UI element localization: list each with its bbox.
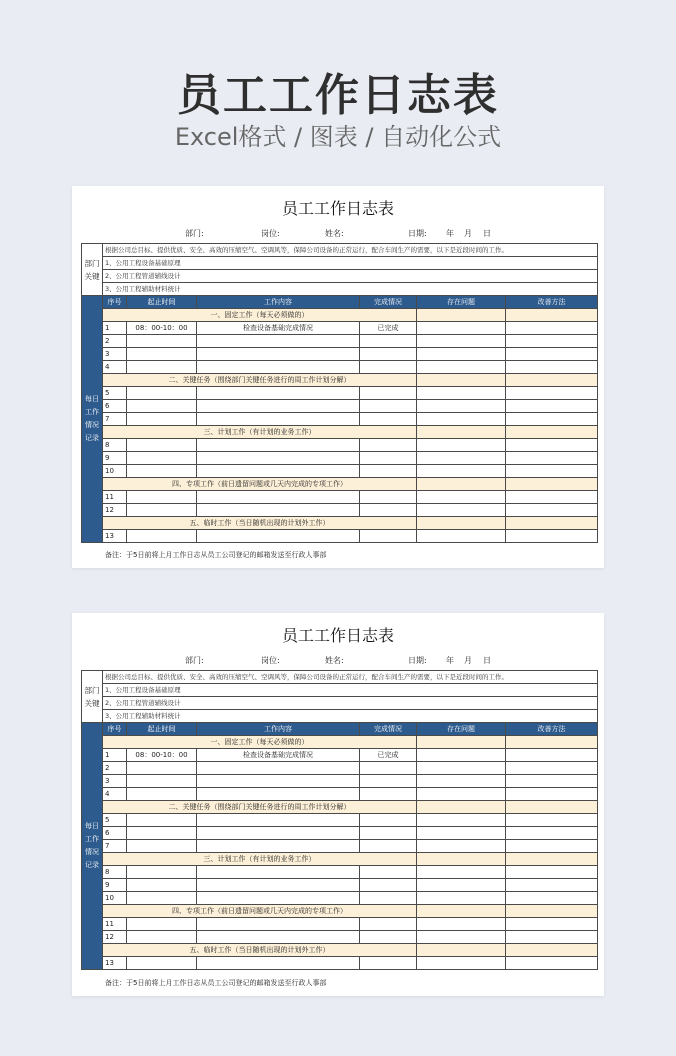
section-cell-fix: [506, 853, 598, 866]
key-line: 根据公司总目标、提供优质、安全、高效的压缩空气、空调风等，保障公司设备的正常运行，配合车间生产的需要，以下是近段时间的工作。: [103, 671, 598, 684]
row-number: 6: [103, 827, 127, 840]
time-cell[interactable]: [127, 775, 197, 788]
content-cell[interactable]: [197, 413, 360, 426]
status-cell[interactable]: [360, 504, 417, 517]
col-content-header: 工作内容: [197, 296, 360, 309]
status-cell[interactable]: [360, 788, 417, 801]
section-cell-fix: [506, 736, 598, 749]
time-cell[interactable]: [127, 762, 197, 775]
time-cell[interactable]: [127, 957, 197, 970]
content-cell[interactable]: [197, 361, 360, 374]
time-cell[interactable]: [127, 361, 197, 374]
key-line: 1、公用工程设备基础原理: [103, 257, 598, 270]
status-cell[interactable]: [360, 348, 417, 361]
section-cell-fix: [506, 905, 598, 918]
table-row: [82, 866, 598, 879]
issue-cell[interactable]: [417, 749, 506, 762]
key-line: 3、公用工程辅助材料统计: [103, 283, 598, 296]
section-row: [82, 905, 598, 918]
content-cell[interactable]: [197, 335, 360, 348]
status-cell[interactable]: [360, 762, 417, 775]
section-title: 二、关键任务（围绕部门关键任务进行的周工作计划分解）: [103, 801, 417, 814]
time-cell[interactable]: [127, 530, 197, 543]
section-cell-issue: [417, 905, 506, 918]
section-row: [82, 309, 598, 322]
status-cell[interactable]: [360, 827, 417, 840]
issue-cell[interactable]: [417, 814, 506, 827]
fix-cell[interactable]: [506, 504, 598, 517]
section-row: [82, 517, 598, 530]
table-row: [82, 957, 598, 970]
time-cell[interactable]: [127, 788, 197, 801]
status-cell[interactable]: 已完成: [360, 322, 417, 335]
table-row: [82, 348, 598, 361]
table-row: [82, 840, 598, 853]
key-row: [82, 244, 598, 257]
header-row: [82, 296, 598, 309]
time-cell[interactable]: [127, 931, 197, 944]
fix-cell[interactable]: [506, 413, 598, 426]
issue-cell[interactable]: [417, 775, 506, 788]
key-line: 根据公司总目标、提供优质、安全、高效的压缩空气、空调风等，保障公司设备的正常运行，配合车间生产的需要，以下是近段时间的工作。: [103, 244, 598, 257]
table-row: [82, 322, 598, 335]
section-cell-issue: [417, 801, 506, 814]
table-row: [82, 814, 598, 827]
fix-cell[interactable]: [506, 788, 598, 801]
daily-record-label: 每日工作情况记录: [82, 296, 103, 543]
row-number: 6: [103, 400, 127, 413]
fix-cell[interactable]: [506, 465, 598, 478]
time-cell[interactable]: [127, 814, 197, 827]
time-cell[interactable]: [127, 400, 197, 413]
key-row: [82, 283, 598, 296]
row-number: 2: [103, 335, 127, 348]
fix-cell[interactable]: [506, 814, 598, 827]
fix-cell[interactable]: [506, 931, 598, 944]
issue-cell[interactable]: [417, 504, 506, 517]
content-cell[interactable]: [197, 879, 360, 892]
content-cell[interactable]: [197, 452, 360, 465]
section-cell-fix: [506, 801, 598, 814]
key-row: [82, 257, 598, 270]
col-status-header: 完成情况: [360, 296, 417, 309]
section-row: [82, 374, 598, 387]
key-row: [82, 710, 598, 723]
meta-date-label: 日期:: [408, 656, 427, 665]
key-line: 2、公用工程管道辅线设计: [103, 697, 598, 710]
section-title: 四、专项工作（前日遗留问题或几天内完成的专项工作）: [103, 478, 417, 491]
status-cell[interactable]: [360, 866, 417, 879]
time-cell[interactable]: [127, 387, 197, 400]
status-cell[interactable]: [360, 775, 417, 788]
fix-cell[interactable]: [506, 335, 598, 348]
section-title: 五、临时工作（当日随机出现的计划外工作）: [103, 944, 417, 957]
row-number: 8: [103, 439, 127, 452]
col-fix-header: 改善方法: [506, 723, 598, 736]
status-cell[interactable]: [360, 452, 417, 465]
row-number: 11: [103, 491, 127, 504]
content-cell[interactable]: [197, 814, 360, 827]
status-cell[interactable]: [360, 361, 417, 374]
key-label: 部门关键: [82, 671, 103, 723]
status-cell[interactable]: 已完成: [360, 749, 417, 762]
time-cell[interactable]: [127, 452, 197, 465]
col-no-header: 序号: [103, 296, 127, 309]
issue-cell[interactable]: [417, 840, 506, 853]
table-row: [82, 931, 598, 944]
key-row: [82, 684, 598, 697]
issue-cell[interactable]: [417, 918, 506, 931]
status-cell[interactable]: [360, 892, 417, 905]
issue-cell[interactable]: [417, 788, 506, 801]
section-row: [82, 801, 598, 814]
meta-month-label: 月: [464, 656, 472, 665]
issue-cell[interactable]: [417, 931, 506, 944]
content-cell[interactable]: [197, 957, 360, 970]
key-line: 2、公用工程管道辅线设计: [103, 270, 598, 283]
meta-post-label: 岗位:: [261, 656, 280, 665]
issue-cell[interactable]: [417, 348, 506, 361]
section-title: 五、临时工作（当日随机出现的计划外工作）: [103, 517, 417, 530]
table-row: [82, 361, 598, 374]
fix-cell[interactable]: [506, 387, 598, 400]
row-number: 12: [103, 931, 127, 944]
section-cell-issue: [417, 944, 506, 957]
section-cell-fix: [506, 517, 598, 530]
meta-month-label: 月: [464, 229, 472, 238]
footnote: 备注：于5日前将上月工作日志从员工公司登记的邮箱发送至行政人事部: [105, 979, 327, 987]
fix-cell[interactable]: [506, 957, 598, 970]
section-cell-fix: [506, 309, 598, 322]
content-cell[interactable]: [197, 918, 360, 931]
section-cell-issue: [417, 374, 506, 387]
issue-cell[interactable]: [417, 866, 506, 879]
issue-cell[interactable]: [417, 530, 506, 543]
issue-cell[interactable]: [417, 762, 506, 775]
table-row: [82, 439, 598, 452]
col-fix-header: 改善方法: [506, 296, 598, 309]
section-cell-issue: [417, 309, 506, 322]
status-cell[interactable]: [360, 879, 417, 892]
section-cell-issue: [417, 478, 506, 491]
meta-date-label: 日期:: [408, 229, 427, 238]
time-cell[interactable]: [127, 335, 197, 348]
content-cell[interactable]: [197, 892, 360, 905]
content-cell[interactable]: [197, 931, 360, 944]
status-cell[interactable]: [360, 387, 417, 400]
time-cell[interactable]: [127, 413, 197, 426]
time-cell[interactable]: [127, 348, 197, 361]
footnote: 备注：于5日前将上月工作日志从员工公司登记的邮箱发送至行政人事部: [105, 551, 327, 559]
time-cell[interactable]: [127, 840, 197, 853]
key-row: [82, 697, 598, 710]
issue-cell[interactable]: [417, 413, 506, 426]
status-cell[interactable]: [360, 957, 417, 970]
status-cell[interactable]: [360, 465, 417, 478]
time-cell[interactable]: [127, 866, 197, 879]
row-number: 5: [103, 814, 127, 827]
issue-cell[interactable]: [417, 361, 506, 374]
fix-cell[interactable]: [506, 866, 598, 879]
fix-cell[interactable]: [506, 400, 598, 413]
key-row: [82, 671, 598, 684]
row-number: 9: [103, 452, 127, 465]
status-cell[interactable]: [360, 840, 417, 853]
content-cell[interactable]: [197, 788, 360, 801]
table-row: [82, 775, 598, 788]
row-number: 3: [103, 775, 127, 788]
header-row: [82, 723, 598, 736]
meta-year-label: 年: [446, 229, 454, 238]
status-cell[interactable]: [360, 491, 417, 504]
row-number: 3: [103, 348, 127, 361]
content-cell[interactable]: [197, 465, 360, 478]
fix-cell[interactable]: [506, 775, 598, 788]
section-title: 三、计划工作（有计划的业务工作）: [103, 853, 417, 866]
section-cell-fix: [506, 426, 598, 439]
fix-cell[interactable]: [506, 892, 598, 905]
meta-day-label: 日: [483, 229, 491, 238]
section-cell-issue: [417, 426, 506, 439]
status-cell[interactable]: [360, 439, 417, 452]
fix-cell[interactable]: [506, 530, 598, 543]
content-cell[interactable]: [197, 762, 360, 775]
row-number: 5: [103, 387, 127, 400]
section-title: 一、固定工作（每天必须做的）: [103, 309, 417, 322]
table-row: [82, 530, 598, 543]
status-cell[interactable]: [360, 335, 417, 348]
section-cell-fix: [506, 478, 598, 491]
col-no-header: 序号: [103, 723, 127, 736]
row-number: 9: [103, 879, 127, 892]
hero-title: 员工工作日志表: [177, 70, 499, 121]
table-row: [82, 504, 598, 517]
daily-record-label: 每日工作情况记录: [82, 723, 103, 970]
time-cell[interactable]: [127, 827, 197, 840]
table-row: [82, 413, 598, 426]
key-line: 1、公用工程设备基础原理: [103, 684, 598, 697]
fix-cell[interactable]: [506, 749, 598, 762]
section-title: 四、专项工作（前日遗留问题或几天内完成的专项工作）: [103, 905, 417, 918]
meta-dept-label: 部门:: [185, 229, 204, 238]
sheet-title: 员工工作日志表: [281, 626, 394, 645]
issue-cell[interactable]: [417, 957, 506, 970]
table-row: [82, 452, 598, 465]
time-cell[interactable]: 08：00-10：00: [127, 322, 197, 335]
col-issue-header: 存在问题: [417, 296, 506, 309]
status-cell[interactable]: [360, 931, 417, 944]
section-cell-issue: [417, 853, 506, 866]
content-cell[interactable]: [197, 840, 360, 853]
fix-cell[interactable]: [506, 361, 598, 374]
row-number: 8: [103, 866, 127, 879]
fix-cell[interactable]: [506, 322, 598, 335]
table-row: [82, 892, 598, 905]
table-row: [82, 749, 598, 762]
table-row: [82, 387, 598, 400]
fix-cell[interactable]: [506, 439, 598, 452]
meta-name-label: 姓名:: [325, 656, 344, 665]
section-cell-fix: [506, 374, 598, 387]
row-number: 7: [103, 413, 127, 426]
table-row: [82, 918, 598, 931]
fix-cell[interactable]: [506, 452, 598, 465]
row-number: 2: [103, 762, 127, 775]
content-cell[interactable]: [197, 504, 360, 517]
key-row: [82, 270, 598, 283]
col-time-header: 起止时间: [127, 723, 197, 736]
section-cell-fix: [506, 944, 598, 957]
work-log-table: [81, 243, 598, 543]
hero-subtitle: Excel格式 / 图表 / 自动化公式: [174, 123, 502, 151]
status-cell[interactable]: [360, 413, 417, 426]
time-cell[interactable]: 08：00-10：00: [127, 749, 197, 762]
section-row: [82, 478, 598, 491]
row-number: 12: [103, 504, 127, 517]
row-number: 10: [103, 465, 127, 478]
issue-cell[interactable]: [417, 335, 506, 348]
time-cell[interactable]: [127, 879, 197, 892]
time-cell[interactable]: [127, 465, 197, 478]
table-row: [82, 335, 598, 348]
row-number: 13: [103, 530, 127, 543]
row-number: 4: [103, 788, 127, 801]
row-number: 13: [103, 957, 127, 970]
issue-cell[interactable]: [417, 892, 506, 905]
section-row: [82, 853, 598, 866]
meta-post-label: 岗位:: [261, 229, 280, 238]
row-number: 1: [103, 322, 127, 335]
time-cell[interactable]: [127, 892, 197, 905]
status-cell[interactable]: [360, 530, 417, 543]
col-issue-header: 存在问题: [417, 723, 506, 736]
time-cell[interactable]: [127, 491, 197, 504]
meta-dept-label: 部门:: [185, 656, 204, 665]
section-row: [82, 944, 598, 957]
table-row: [82, 879, 598, 892]
status-cell[interactable]: [360, 918, 417, 931]
content-cell[interactable]: [197, 439, 360, 452]
content-cell[interactable]: [197, 827, 360, 840]
col-time-header: 起止时间: [127, 296, 197, 309]
time-cell[interactable]: [127, 439, 197, 452]
row-number: 4: [103, 361, 127, 374]
table-row: [82, 788, 598, 801]
content-cell[interactable]: 检查设备基础完成情况: [197, 749, 360, 762]
status-cell[interactable]: [360, 400, 417, 413]
fix-cell[interactable]: [506, 879, 598, 892]
status-cell[interactable]: [360, 814, 417, 827]
issue-cell[interactable]: [417, 491, 506, 504]
meta-day-label: 日: [483, 656, 491, 665]
table-row: [82, 465, 598, 478]
issue-cell[interactable]: [417, 322, 506, 335]
content-cell[interactable]: [197, 387, 360, 400]
section-title: 一、固定工作（每天必须做的）: [103, 736, 417, 749]
sheet-preview-1: [72, 186, 604, 568]
fix-cell[interactable]: [506, 918, 598, 931]
content-cell[interactable]: [197, 491, 360, 504]
key-label: 部门关键: [82, 244, 103, 296]
row-number: 10: [103, 892, 127, 905]
key-line: 3、公用工程辅助材料统计: [103, 710, 598, 723]
section-cell-issue: [417, 736, 506, 749]
issue-cell[interactable]: [417, 400, 506, 413]
section-cell-issue: [417, 517, 506, 530]
issue-cell[interactable]: [417, 827, 506, 840]
issue-cell[interactable]: [417, 452, 506, 465]
work-log-table: [81, 670, 598, 970]
section-title: 二、关键任务（围绕部门关键任务进行的周工作计划分解）: [103, 374, 417, 387]
fix-cell[interactable]: [506, 348, 598, 361]
section-title: 三、计划工作（有计划的业务工作）: [103, 426, 417, 439]
table-row: [82, 762, 598, 775]
fix-cell[interactable]: [506, 491, 598, 504]
row-number: 1: [103, 749, 127, 762]
issue-cell[interactable]: [417, 439, 506, 452]
fix-cell[interactable]: [506, 827, 598, 840]
issue-cell[interactable]: [417, 387, 506, 400]
table-row: [82, 827, 598, 840]
row-number: 7: [103, 840, 127, 853]
content-cell[interactable]: [197, 775, 360, 788]
issue-cell[interactable]: [417, 879, 506, 892]
col-content-header: 工作内容: [197, 723, 360, 736]
content-cell[interactable]: 检查设备基础完成情况: [197, 322, 360, 335]
meta-name-label: 姓名:: [325, 229, 344, 238]
time-cell[interactable]: [127, 504, 197, 517]
content-cell[interactable]: [197, 530, 360, 543]
content-cell[interactable]: [197, 348, 360, 361]
time-cell[interactable]: [127, 918, 197, 931]
issue-cell[interactable]: [417, 465, 506, 478]
content-cell[interactable]: [197, 400, 360, 413]
table-row: [82, 400, 598, 413]
fix-cell[interactable]: [506, 840, 598, 853]
section-row: [82, 426, 598, 439]
sheet-title: 员工工作日志表: [281, 199, 394, 218]
table-row: [82, 491, 598, 504]
col-status-header: 完成情况: [360, 723, 417, 736]
meta-year-label: 年: [446, 656, 454, 665]
row-number: 11: [103, 918, 127, 931]
sheet-preview-2: [72, 613, 604, 996]
content-cell[interactable]: [197, 866, 360, 879]
fix-cell[interactable]: [506, 762, 598, 775]
section-row: [82, 736, 598, 749]
